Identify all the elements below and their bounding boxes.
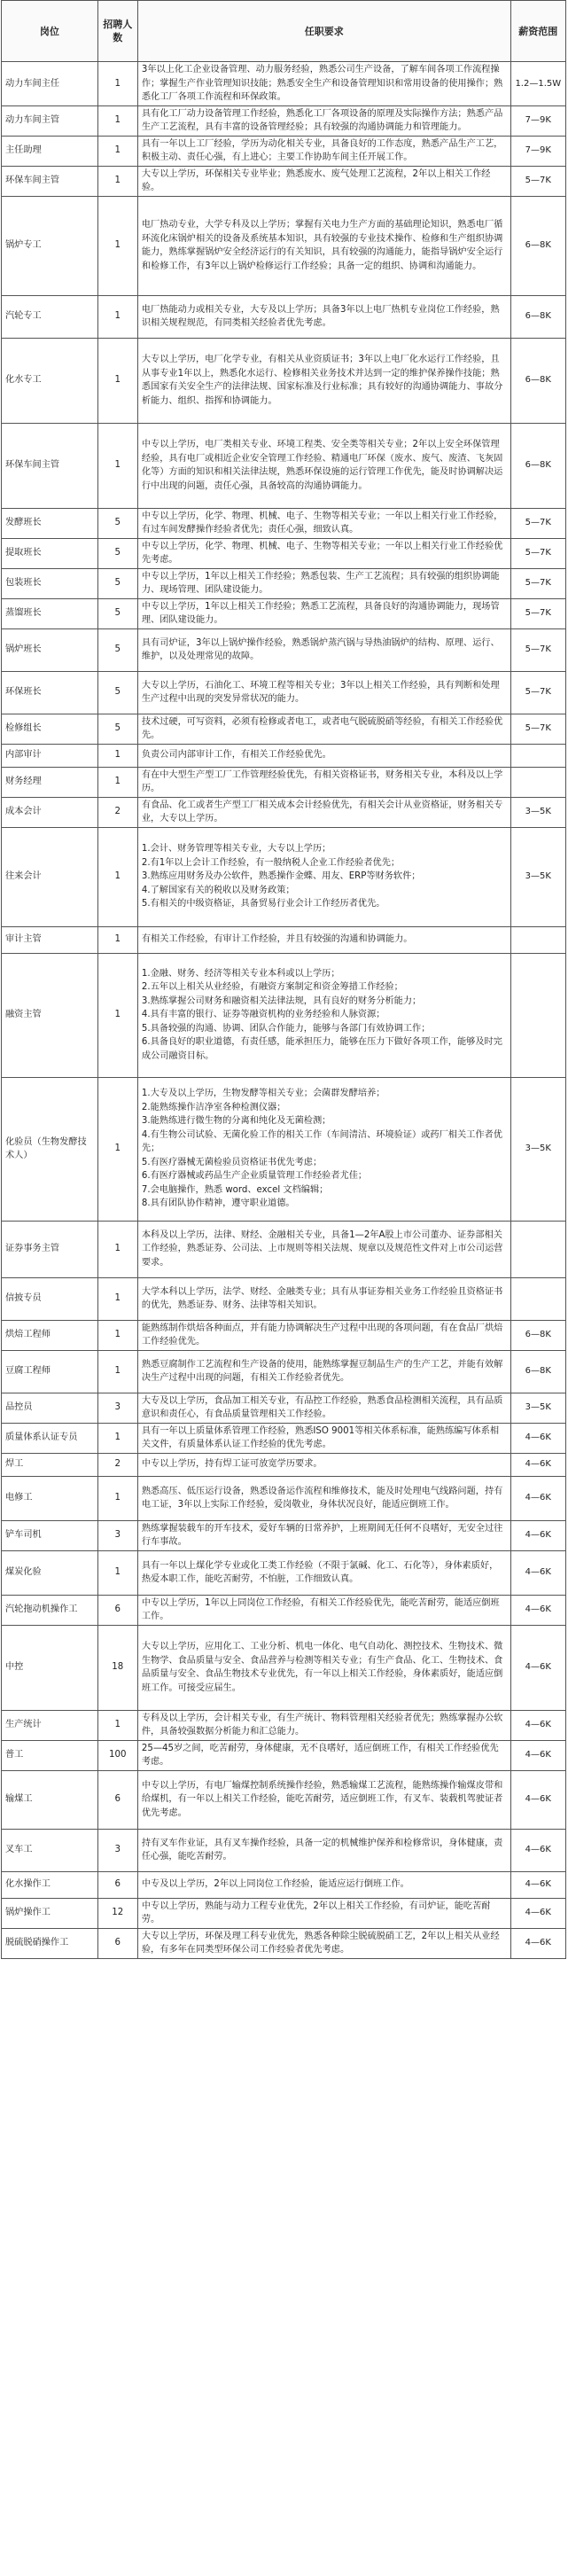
row-position: 叉车工 <box>2 1829 98 1871</box>
header-count: 招聘人数 <box>97 1 137 62</box>
row-count: 1 <box>97 166 137 196</box>
table-header-row <box>2 1 566 62</box>
row-requirements: 3年以上化工企业设备管理、动力服务经验，熟悉公司生产设备，了解车间各项工作流程操作；掌握生产作业管理知识技能；熟悉安全生产和设备管理知识和常用设备的使用操作；熟悉化工厂各项工作流程和环保政策。 <box>137 62 510 106</box>
row-requirements: 具有一年以上工厂经验，学历为动化相关专业，具备良好的工作态度，熟悉产品生产工艺，积极主动、责任心强，有上进心；主要工作协助车间主任开展工作。 <box>137 136 510 166</box>
row-salary: 4—6K <box>510 1740 565 1770</box>
row-requirements: 大专以上学历，环保相关专业毕业；熟悉废水、废气处理工艺流程，2年以上相关工作经验。 <box>137 166 510 196</box>
row-requirements: 25—45岁之间，吃苦耐劳，身体健康，无不良嗜好，适应倒班工作，有相关工作经验优先考虑。 <box>137 1740 510 1770</box>
row-requirements: 大专以上学历，应用化工、工业分析、机电一体化、电气自动化、测控技术、生物技术、微生物学、食品质量与安全、食品营养与检测等相关专业；有生产食品、化工、生物技术、食品质量与安全、食品生物技术专业优先，有一年以上相关工作经验，身体素质好，能适应倒班工作。可接受应届生。 <box>137 1625 510 1710</box>
row-requirements: 大专以上学历，石油化工、环境工程等相关专业；3年以上相关工作经验，具有判断和处理生产过程中出现的突发异常状况的能力。 <box>137 671 510 714</box>
row-position: 汽轮拖动机操作工 <box>2 1595 98 1625</box>
row-position: 往来会计 <box>2 827 98 926</box>
row-salary: 5—7K <box>510 671 565 714</box>
row-requirements: 有相关工作经验，有审计工作经验，并且有较强的沟通和协调能力。 <box>137 926 510 953</box>
row-count: 1 <box>97 1710 137 1740</box>
row-salary: 4—6K <box>510 1453 565 1476</box>
row-salary: 5—7K <box>510 568 565 598</box>
row-count: 1 <box>97 827 137 926</box>
row-salary: 6—8K <box>510 196 565 295</box>
row-salary: 5—7K <box>510 628 565 671</box>
recruitment-table-container <box>1 0 566 1959</box>
row-count: 6 <box>97 1928 137 1958</box>
row-position: 证券事务主管 <box>2 1221 98 1277</box>
table-row <box>2 538 566 568</box>
row-requirements: 大专及以上学历，食品加工相关专业，有品控工作经验，熟悉食品检测相关流程，具有品质意识和责任心，有食品质量管理相关工作经验。 <box>137 1393 510 1423</box>
row-requirements: 电厂热动专业，大学专科及以上学历；掌握有关电力生产方面的基础理论知识，熟悉电厂循环流化床锅炉相关的设备及系统基本知识，具有较强的专业技术操作、检修和生产组织协调能力，熟练掌握锅炉安全经济运行的有关知识，具有较强的沟通能力，能指导锅炉安全运行和检修工作，有3年以上锅炉检修运行工作经验；具备一定的组织、协调和沟通能力。 <box>137 196 510 295</box>
table-row <box>2 1423 566 1453</box>
row-position: 质量体系认证专员 <box>2 1423 98 1453</box>
row-salary: 7—9K <box>510 105 565 136</box>
row-count: 1 <box>97 953 137 1077</box>
table-row <box>2 1277 566 1320</box>
row-salary: 4—6K <box>510 1770 565 1829</box>
row-position: 锅炉操作工 <box>2 1898 98 1928</box>
row-position: 生产统计 <box>2 1710 98 1740</box>
table-row <box>2 508 566 538</box>
row-requirements: 具有化工厂动力设备管理工作经验，熟悉化工厂各项设备的原理及实际操作方法；熟悉产品生产工艺流程，具有丰富的设备管理经验；具有较强的沟通协调能力和管理能力。 <box>137 105 510 136</box>
row-position: 环保班长 <box>2 671 98 714</box>
row-position: 包装班长 <box>2 568 98 598</box>
row-requirements: 中专以上学历，1年以上相关工作经验；熟悉包装、生产工艺流程；具有较强的组织协调能力、现场管理、团队建设能力。 <box>137 568 510 598</box>
row-position: 普工 <box>2 1740 98 1770</box>
row-requirements: 具有一年以上质量体系管理工作经验，熟悉ISO 9001等相关体系标准，能熟练编写体系相关文件，有质量体系认证工作经验的优先考虑。 <box>137 1423 510 1453</box>
row-count: 1 <box>97 423 137 508</box>
row-position: 动力车间主任 <box>2 62 98 106</box>
row-requirements: 技术过硬，可写资料，必须有检修或者电工，或者电气脱硫脱硝等经验，有相关工作经验优先。 <box>137 714 510 744</box>
row-position: 审计主管 <box>2 926 98 953</box>
row-requirements: 1.金融、财务、经济等相关专业本科或以上学历； 2.五年以上相关从业经验，有融资方案制定和资金筹措工作经验； 3.熟练掌握公司财务和融资相关法律法规，具有良好的财务分析能力； 4.具有丰富的银行、证券等融资机构的业务经验和人脉资源； 5.具备较强的沟通、协调、团队合作能力，能够与各部门有效协调工作； 6.具备良好的职业道德，有责任感，能承担压力，能够在压力下做好各项工作，能够及时完成公司融资目标。 <box>137 953 510 1077</box>
row-salary: 4—6K <box>510 1829 565 1871</box>
row-position: 化验员（生物发酵技术人） <box>2 1077 98 1221</box>
row-salary <box>510 926 565 953</box>
table-row <box>2 338 566 423</box>
row-count: 6 <box>97 1770 137 1829</box>
row-salary: 4—6K <box>510 1595 565 1625</box>
row-salary: 4—6K <box>510 1871 565 1898</box>
row-requirements: 专科及以上学历，会计相关专业，有生产统计、物料管理相关经验者优先；熟练掌握办公软件，具备较强数据分析能力和汇总能力。 <box>137 1710 510 1740</box>
row-requirements: 熟悉豆腐制作工艺流程和生产设备的使用，能熟练掌握豆制品生产的生产工艺，并能有效解决生产过程中出现的问题，有相关工作经验者优先。 <box>137 1350 510 1393</box>
table-row <box>2 1928 566 1958</box>
row-count: 12 <box>97 1898 137 1928</box>
table-row <box>2 714 566 744</box>
header-position: 岗位 <box>2 1 98 62</box>
row-salary: 5—7K <box>510 714 565 744</box>
table-row <box>2 295 566 338</box>
row-requirements: 大专以上学历，电厂化学专业，有相关从业资质证书；3年以上电厂化水运行工作经验，且从事专业1年以上，熟悉化水运行、检修相关业务技术并达到一定的维护保养操作技能；熟悉国家有关安全生产的法律法规、国家标准及行业标准；具有较好的沟通协调能力、事故分析能力、组织、指挥和协调能力。 <box>137 338 510 423</box>
row-requirements: 大学本科以上学历，法学、财经、金融类专业；具有从事证券相关业务工作经验且资格证书的优先，熟悉证券、财务、法律等相关知识。 <box>137 1277 510 1320</box>
table-row <box>2 1350 566 1393</box>
row-salary: 6—8K <box>510 295 565 338</box>
row-salary: 5—7K <box>510 508 565 538</box>
row-count: 2 <box>97 1453 137 1476</box>
row-salary: 4—6K <box>510 1476 565 1520</box>
row-count: 5 <box>97 538 137 568</box>
recruitment-table <box>1 0 566 1959</box>
table-row <box>2 62 566 106</box>
table-row <box>2 1550 566 1595</box>
row-count: 3 <box>97 1393 137 1423</box>
row-position: 主任助理 <box>2 136 98 166</box>
row-position: 成本会计 <box>2 797 98 827</box>
table-row <box>2 1476 566 1520</box>
row-count: 2 <box>97 797 137 827</box>
table-row <box>2 797 566 827</box>
row-salary: 5—7K <box>510 166 565 196</box>
row-position: 脱硫脱硝操作工 <box>2 1928 98 1958</box>
row-count: 5 <box>97 568 137 598</box>
row-salary: 4—6K <box>510 1423 565 1453</box>
row-count: 1 <box>97 196 137 295</box>
row-requirements: 中专以上学历，电厂类相关专业、环境工程类、安全类等相关专业；2年以上安全环保管理经验，具有电厂或相近企业安全管理工作经验、精通电厂环保（废水、废气、废渣、飞灰固化等）方面的知识和相关法律法规，熟悉环保设施的运行管理工作优先，能及时协调解决运行中出现的问题，责任心强，具备较高的沟通协调能力。 <box>137 423 510 508</box>
row-count: 5 <box>97 598 137 628</box>
table-row <box>2 1898 566 1928</box>
table-row <box>2 628 566 671</box>
header-salary: 薪资范围 <box>510 1 565 62</box>
row-salary: 4—6K <box>510 1520 565 1550</box>
row-position: 锅炉专工 <box>2 196 98 295</box>
row-position: 财务经理 <box>2 767 98 797</box>
table-row <box>2 1710 566 1740</box>
row-position: 化水专工 <box>2 338 98 423</box>
row-salary: 6—8K <box>510 1350 565 1393</box>
row-salary: 7—9K <box>510 136 565 166</box>
table-row <box>2 1829 566 1871</box>
row-position: 豆腐工程师 <box>2 1350 98 1393</box>
row-count: 1 <box>97 1221 137 1277</box>
row-position: 电修工 <box>2 1476 98 1520</box>
row-requirements: 1.大专及以上学历，生物发酵等相关专业；会菌群发酵培养； 2.能熟练操作洁净室各种检测仪器； 3.能熟练进行微生物的分离和纯化及无菌检测； 4.有生物公司试验、无菌化验工作的相关工作（车间清洁、环境验证）或药厂相关工作者优先； 5.有医疗器械无菌检验员资格证书优先考虑； 6.有医疗器械或药品生产企业质量管理工作经验者尤佳； 7.会电脑操作，熟悉 word、excel 文档编辑； 8.具有团队协作精神，遵守职业道德。 <box>137 1077 510 1221</box>
row-requirements: 有食品、化工或者生产型工厂相关成本会计经验优先，有相关会计从业资格证，财务相关专业，大专以上学历。 <box>137 797 510 827</box>
row-requirements: 持有叉车作业证，具有叉车操作经验，具备一定的机械维护保养和检修常识，身体健康，责任心强，能吃苦耐劳。 <box>137 1829 510 1871</box>
row-count: 18 <box>97 1625 137 1710</box>
row-salary <box>510 953 565 1077</box>
row-requirements: 具有司炉证，3年以上锅炉操作经验，熟悉锅炉蒸汽锅与导热油锅炉的结构、原理、运行、维护，以及处理常见的故障。 <box>137 628 510 671</box>
row-requirements: 中专以上学历，1年以上相关工作经验；熟悉工艺流程，具备良好的沟通协调能力，现场管理、团队建设能力。 <box>137 598 510 628</box>
row-requirements: 中专以上学历，化学、物理、机械、电子、生物等相关专业；一年以上相关行业工作经验，有过车间发酵操作经验者优先；责任心强，细致认真。 <box>137 508 510 538</box>
table-row <box>2 598 566 628</box>
row-count: 1 <box>97 1077 137 1221</box>
table-row <box>2 744 566 767</box>
row-requirements: 熟悉高压、低压运行设备，熟悉设备运作流程和维修技术，能及时处理电气线路问题，持有电工证，3年以上实际工作经验，爱岗敬业，身体状况良好，能适应倒班工作。 <box>137 1476 510 1520</box>
row-count: 5 <box>97 508 137 538</box>
row-requirements: 能熟练制作烘焙各种面点，并有能力协调解决生产过程中出现的各项问题，有在食品厂烘焙工作经验优先。 <box>137 1320 510 1350</box>
table-row <box>2 1740 566 1770</box>
row-count: 1 <box>97 744 137 767</box>
row-requirements: 电厂热能动力或相关专业，大专及以上学历；具备3年以上电厂热机专业岗位工作经验，熟识相关规程规范，有同类相关经验者优先考虑。 <box>137 295 510 338</box>
row-salary: 3—5K <box>510 1077 565 1221</box>
row-position: 品控员 <box>2 1393 98 1423</box>
row-position: 融资主管 <box>2 953 98 1077</box>
table-row <box>2 1221 566 1277</box>
row-salary: 4—6K <box>510 1898 565 1928</box>
table-row <box>2 1625 566 1710</box>
row-count: 1 <box>97 1423 137 1453</box>
row-count: 1 <box>97 926 137 953</box>
row-salary <box>510 744 565 767</box>
table-row <box>2 1077 566 1221</box>
row-requirements: 熟练掌握装载车的开车技术，爱好车辆的日常养护，上班期间无任何不良嗜好，无安全过往行车事故。 <box>137 1520 510 1550</box>
table-row <box>2 1770 566 1829</box>
header-requirements: 任职要求 <box>137 1 510 62</box>
row-count: 5 <box>97 671 137 714</box>
row-position: 中控 <box>2 1625 98 1710</box>
row-position: 化水操作工 <box>2 1871 98 1898</box>
row-position: 烘焙工程师 <box>2 1320 98 1350</box>
row-count: 3 <box>97 1829 137 1871</box>
table-row <box>2 1320 566 1350</box>
row-requirements: 中专以上学历，持有焊工证可放宽学历要求。 <box>137 1453 510 1476</box>
row-count: 1 <box>97 767 137 797</box>
table-row <box>2 136 566 166</box>
row-salary: 5—7K <box>510 598 565 628</box>
row-salary: 3—5K <box>510 827 565 926</box>
row-position: 输煤工 <box>2 1770 98 1829</box>
row-salary: 6—8K <box>510 1320 565 1350</box>
row-count: 5 <box>97 628 137 671</box>
row-position: 环保车间主管 <box>2 166 98 196</box>
row-requirements: 大专以上学历，环保及理工科专业优先，熟悉各种除尘脱硫脱硝工艺，2年以上相关从业经验，有多年在同类型环保公司工作经验者优先考虑。 <box>137 1928 510 1958</box>
row-position: 焊工 <box>2 1453 98 1476</box>
row-position: 锅炉班长 <box>2 628 98 671</box>
row-count: 6 <box>97 1595 137 1625</box>
table-body <box>2 62 566 1959</box>
table-row <box>2 423 566 508</box>
table-row <box>2 105 566 136</box>
row-position: 提取班长 <box>2 538 98 568</box>
table-row <box>2 926 566 953</box>
row-salary: 1.2—1.5W <box>510 62 565 106</box>
row-count: 1 <box>97 1277 137 1320</box>
table-row <box>2 1871 566 1898</box>
row-count: 1 <box>97 1550 137 1595</box>
row-count: 1 <box>97 1350 137 1393</box>
row-position: 信披专员 <box>2 1277 98 1320</box>
row-requirements: 有在中大型生产型工厂工作管理经验优先，有相关资格证书，财务相关专业，本科及以上学历。 <box>137 767 510 797</box>
row-count: 1 <box>97 295 137 338</box>
row-salary: 3—5K <box>510 797 565 827</box>
row-requirements: 中专以上学历，熟能与动力工程专业优先，2年以上相关工作经验，有司炉证，能吃苦耐劳。 <box>137 1898 510 1928</box>
table-row <box>2 671 566 714</box>
row-salary: 6—8K <box>510 423 565 508</box>
row-salary: 4—6K <box>510 1625 565 1710</box>
row-position: 检修组长 <box>2 714 98 744</box>
table-row <box>2 1520 566 1550</box>
row-count: 100 <box>97 1740 137 1770</box>
row-count: 1 <box>97 1476 137 1520</box>
row-salary <box>510 767 565 797</box>
table-row <box>2 166 566 196</box>
row-count: 1 <box>97 1320 137 1350</box>
row-requirements: 中专及以上学历，2年以上同岗位工作经验，能适应运行倒班工作。 <box>137 1871 510 1898</box>
table-row <box>2 1453 566 1476</box>
row-salary: 4—6K <box>510 1550 565 1595</box>
table-row <box>2 767 566 797</box>
row-position: 煤炭化验 <box>2 1550 98 1595</box>
row-position: 蒸馏班长 <box>2 598 98 628</box>
row-position: 环保车间主管 <box>2 423 98 508</box>
table-row <box>2 827 566 926</box>
table-row <box>2 1595 566 1625</box>
row-salary <box>510 1277 565 1320</box>
row-count: 1 <box>97 105 137 136</box>
row-requirements: 1.会计、财务管理等相关专业，大专以上学历； 2.有1年以上会计工作经验，有一般纳税人企业工作经验者优先； 3.熟练应用财务及办公软件，熟悉操作金蝶、用友、ERP等财务软件； 4.了解国家有关的税收以及财务政策； 5.有相关的中级资格证，具备贸易行业会计工作经历者优先。 <box>137 827 510 926</box>
row-count: 1 <box>97 136 137 166</box>
row-requirements: 负责公司内部审计工作，有相关工作经验优先。 <box>137 744 510 767</box>
row-requirements: 具有一年以上煤化学专业或化工类工作经验（不限于氯碱、化工、石化等），身体素质好，热爱本职工作，能吃苦耐劳，不怕脏，工作细致认真。 <box>137 1550 510 1595</box>
row-position: 发酵班长 <box>2 508 98 538</box>
row-count: 3 <box>97 1520 137 1550</box>
table-row <box>2 196 566 295</box>
table-row <box>2 1393 566 1423</box>
row-salary: 6—8K <box>510 338 565 423</box>
row-count: 5 <box>97 714 137 744</box>
row-count: 1 <box>97 338 137 423</box>
row-salary: 4—6K <box>510 1928 565 1958</box>
row-position: 铲车司机 <box>2 1520 98 1550</box>
row-requirements: 中专以上学历，有电厂输煤控制系统操作经验，熟悉输煤工艺流程，能熟练操作输煤皮带和给煤机，有一年以上相关工作经验，能吃苦耐劳，适应倒班工作，有叉车、装载机驾驶证者优先考虑。 <box>137 1770 510 1829</box>
row-count: 6 <box>97 1871 137 1898</box>
row-position: 内部审计 <box>2 744 98 767</box>
row-salary: 5—7K <box>510 538 565 568</box>
row-requirements: 本科及以上学历，法律、财经、金融相关专业，具备1—2年A股上市公司董办、证券部相关工作经验，熟悉证券、公司法、上市规则等相关法规、规章以及规范性文件对上市公司运营要求。 <box>137 1221 510 1277</box>
table-row <box>2 953 566 1077</box>
row-requirements: 中专以上学历，1年以上同岗位工作经验，有相关工作经验优先，能吃苦耐劳，能适应倒班工作。 <box>137 1595 510 1625</box>
row-count: 1 <box>97 62 137 106</box>
row-salary <box>510 1221 565 1277</box>
row-position: 动力车间主管 <box>2 105 98 136</box>
row-requirements: 中专以上学历，化学、物理、机械、电子、生物等相关专业；一年以上相关行业工作经验优先考虑。 <box>137 538 510 568</box>
row-salary: 3—5K <box>510 1393 565 1423</box>
row-position: 汽轮专工 <box>2 295 98 338</box>
table-row <box>2 568 566 598</box>
row-salary: 4—6K <box>510 1710 565 1740</box>
